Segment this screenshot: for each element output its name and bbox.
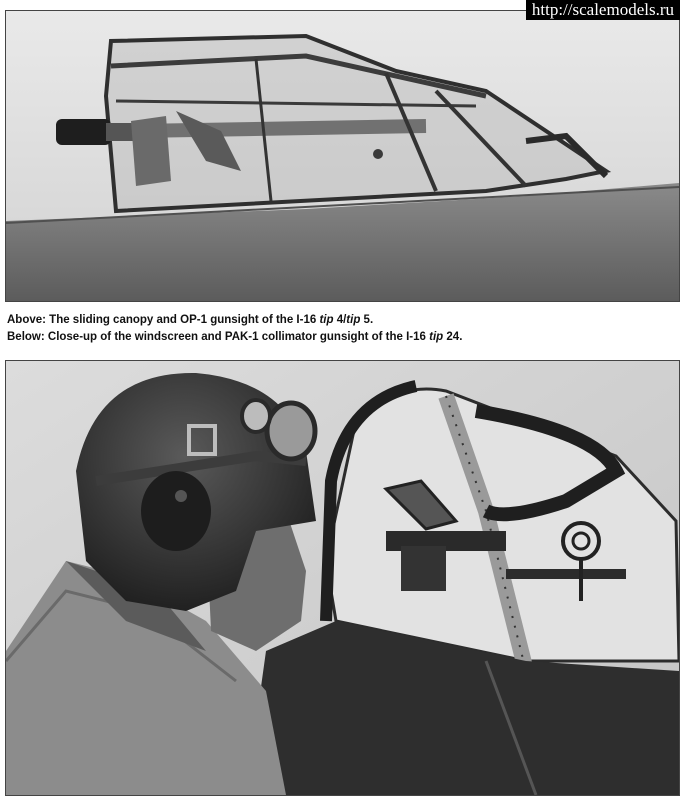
caption-below: [7, 329, 675, 346]
watermark: http://scalemodels.ru: [526, 0, 680, 20]
caption-above-prefix: Above: The sliding canopy and OP-1 gunsight of the I-16: [7, 314, 320, 326]
windscreen-photo-illustration: [6, 361, 679, 795]
caption-above-tip-b: tip: [346, 314, 361, 326]
caption-above-suffix: 5.: [360, 314, 374, 326]
caption-above-tip-a: tip: [319, 314, 334, 326]
caption-below-suffix: 24.: [443, 331, 463, 343]
caption-above: [7, 312, 675, 329]
caption-above-mid: 4/: [333, 314, 347, 326]
photo-windscreen-gunsight: [5, 360, 680, 796]
canopy-photo-illustration: [6, 11, 679, 301]
photo-caption: [7, 312, 675, 346]
caption-below-tip: tip: [429, 331, 444, 343]
caption-below-prefix: Below: Close-up of the windscreen and PAK-1 collimator gunsight of the I-16: [7, 331, 430, 343]
photo-sliding-canopy: [5, 10, 680, 302]
